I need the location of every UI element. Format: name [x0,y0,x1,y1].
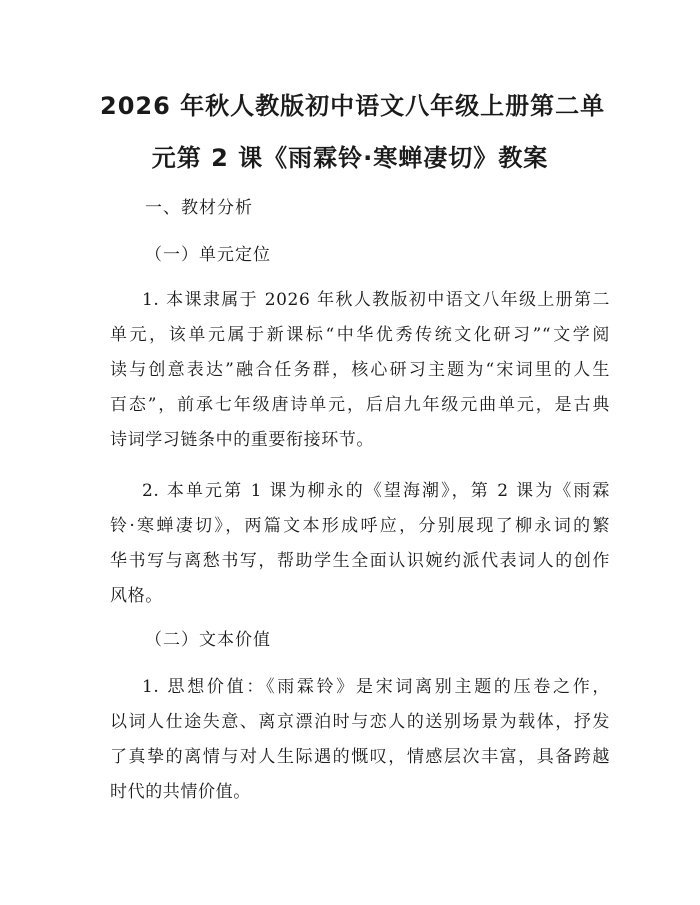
paragraph-line: 2. 本单元第 1 课为柳永的《望海潮》，第 2 课为《雨霖 [142,481,610,501]
section-heading-material-analysis: 一、教材分析 [145,198,253,218]
paragraph-text-value-1 [110,670,610,810]
paragraph-line: 了真挚的离情与对人生际遇的慨叹，情感层次丰富，具备跨越 [110,747,610,767]
document-title-line-2: 元第 2 课《雨霖铃·寒蝉凄切》教案 [151,144,549,172]
paragraph-line: 风格。 [110,586,163,606]
paragraph-line: 时代的共情价值。 [110,782,251,802]
paragraph-line: 诗词学习链条中的重要衔接环节。 [110,430,374,450]
subsection-heading-unit-positioning: （一）单元定位 [145,245,271,265]
paragraph-line: 1. 思想价值：《雨霖铃》是宋词离别主题的压卷之作， [142,677,610,697]
paragraph-line: 读与创意表达”融合任务群，核心研习主题为“宋词里的人生 [110,360,610,380]
paragraph-unit-positioning-2 [110,474,610,614]
subsection-heading-text-value: （二）文本价值 [145,630,271,650]
document-title-line-1: 2026 年秋人教版初中语文八年级上册第二单 [100,92,606,120]
paragraph-unit-positioning-1 [110,283,610,458]
paragraph-line: 单元，该单元属于新课标“中华优秀传统文化研习”“文学阅 [110,325,610,345]
paragraph-line: 百态”，前承七年级唐诗单元，后启九年级元曲单元，是古典 [110,395,610,415]
paragraph-line: 铃·寒蝉凄切》，两篇文本形成呼应，分别展现了柳永词的繁 [110,516,610,536]
paragraph-line: 1. 本课隶属于 2026 年秋人教版初中语文八年级上册第二 [142,290,610,310]
paragraph-line: 华书写与离愁书写，帮助学生全面认识婉约派代表词人的创作 [110,551,610,571]
paragraph-line: 以词人仕途失意、离京漂泊时与恋人的送别场景为载体，抒发 [110,712,610,732]
